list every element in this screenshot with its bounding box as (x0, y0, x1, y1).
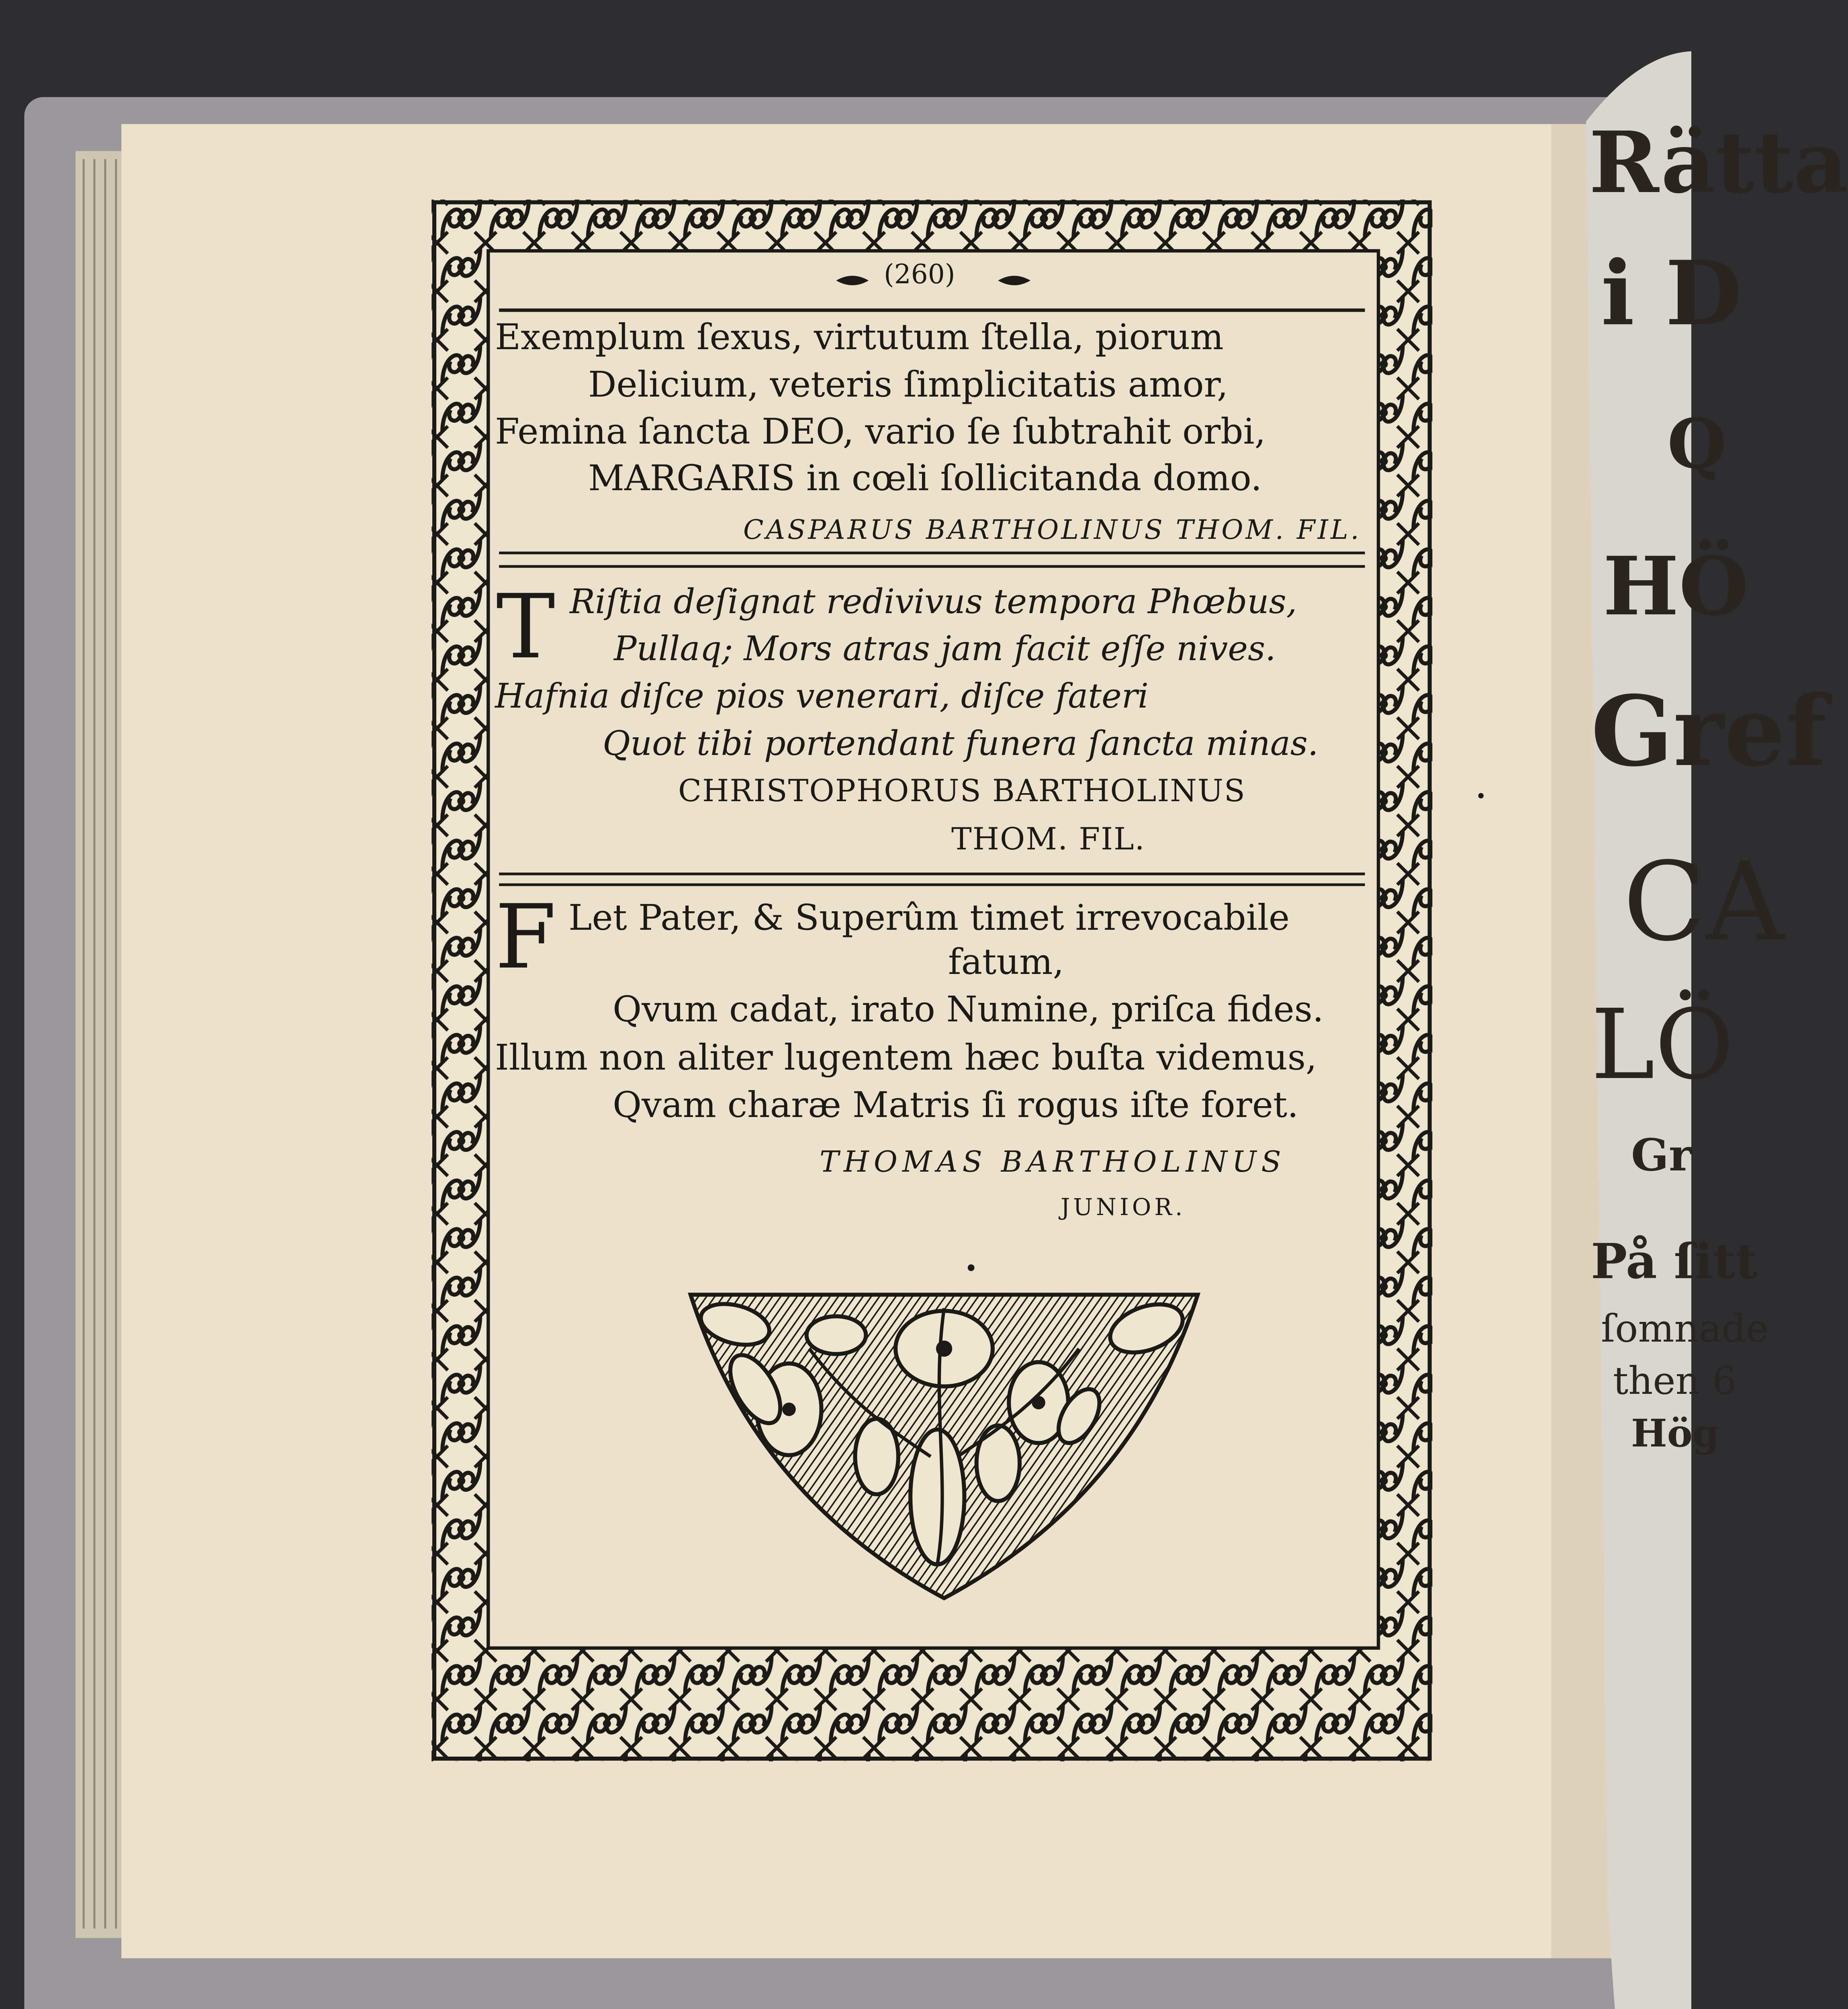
drop-cap: T (496, 575, 555, 678)
poem-signature: CHRISTOPHORUS BARTHOLINUS (678, 773, 1246, 808)
facing-page-fragment: Q (1667, 404, 1727, 484)
facing-page-fragment: i D (1601, 241, 1742, 345)
poem-line: Riſtia deſignat redivivus tempora Phœbus, (570, 582, 1297, 621)
page-number: (260) (884, 259, 955, 290)
facing-page-fragment: Gref (1591, 675, 1827, 788)
poem-line: Exemplum ſexus, virtutum ſtella, piorum (495, 316, 1224, 358)
poem-line: Illum non aliter lugentem hæc buſta videmus, (495, 1037, 1317, 1078)
facing-page-fragment: På ſitt (1591, 1233, 1758, 1290)
facing-page-fragment: ſomnade (1601, 1307, 1769, 1351)
poem-line: Hafnia diſce pios venerari, diſce fateri (495, 676, 1149, 716)
poem-signature: THOMAS BARTHOLINUS (820, 1145, 1286, 1178)
facing-page-fragment: Rätta (1589, 113, 1848, 212)
facing-page-fragment: then 6 (1613, 1359, 1737, 1403)
poem-signature: JUNIOR. (1061, 1193, 1186, 1221)
poem-signature: CASPARUS BARTHOLINUS THOM. FIL. (743, 514, 1361, 545)
poem-line: fatum, (948, 941, 1064, 982)
drop-cap: F (495, 886, 556, 988)
poem-line: Let Pater, & Superûm timet irrevocabile (568, 897, 1290, 938)
poem-line: Quot tibi portendant funera ſancta minas. (603, 724, 1319, 763)
facing-page-fragment: Hög (1631, 1411, 1719, 1456)
poem-line: MARGARIS in cœli ſollicitanda domo. (588, 457, 1262, 499)
facing-page-fragment: LÖ (1591, 988, 1734, 1101)
facing-page-fragment: Gr (1631, 1129, 1692, 1181)
poem-line: Qvam charæ Matris ſi rogus iſte foret. (613, 1084, 1299, 1125)
poem-line: Delicium, veteris ſimplicitatis amor, (588, 364, 1228, 405)
poem-signature: THOM. FIL. (951, 821, 1145, 857)
facing-page-fragment: CA (1623, 839, 1785, 965)
poem-line: Qvum cadat, irato Numine, priſca fides. (613, 988, 1324, 1030)
poem-line: Pullaq; Mors atras jam facit eſſe nives. (614, 629, 1276, 668)
poem-line: Femina ſancta DEO, vario ſe ſubtrahit orbi, (495, 411, 1266, 452)
facing-page-fragment: HÖ (1603, 539, 1749, 634)
